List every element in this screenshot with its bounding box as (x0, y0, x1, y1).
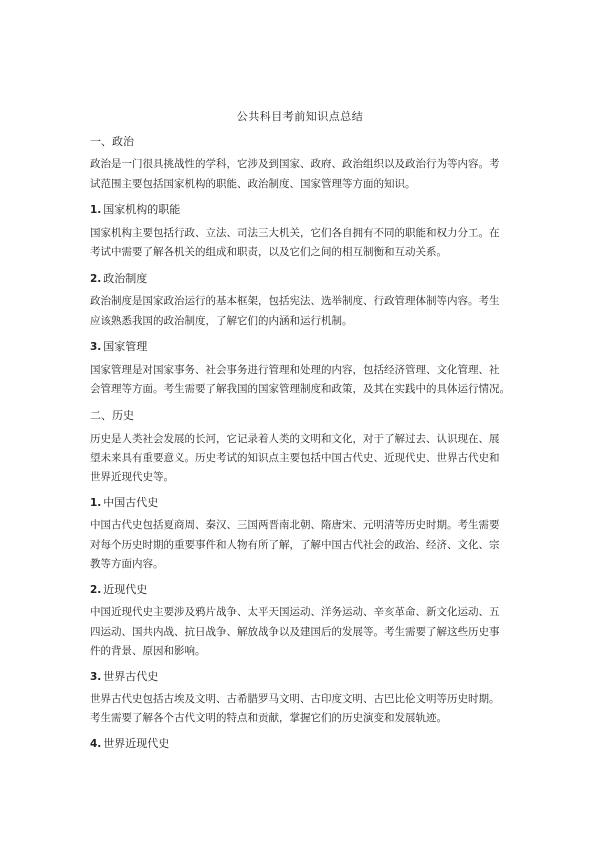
paragraph-line: 历史是人类社会发展的长河，它记录着人类的文明和文化，对于了解过去、认识现在、展 (90, 433, 500, 445)
subsection-title: 国家机构的职能 (103, 203, 181, 216)
subsection-title: 世界古代史 (103, 670, 159, 683)
subsection-number: 3. (90, 341, 102, 353)
paragraph-line: 件的背景、原因和影响。 (90, 645, 206, 657)
paragraph-line: 世界近现代史等。 (90, 471, 174, 483)
subsection-title: 国家管理 (103, 340, 148, 353)
subsection-heading (90, 581, 147, 597)
paragraph-line: 望未来具有重要意义。历史考试的知识点主要包括中国古代史、近现代史、世界古代史和 (90, 452, 500, 464)
paragraph-line: 中国古代史包括夏商周、秦汉、三国两晋南北朝、隋唐宋、元明清等历史时期。考生需要 (90, 519, 500, 531)
paragraph-line: 国家管理是对国家事务、社会事务进行管理和处理的内容，包括经济管理、文化管理、社 (90, 364, 500, 376)
paragraph-line: 考生需要了解各个古代文明的特点和贡献，掌握它们的历史演变和发展轨迹。 (90, 712, 447, 724)
subsection-title: 近现代史 (103, 583, 148, 596)
subsection-heading (90, 270, 147, 286)
paragraph-line: 中国近现代史主要涉及鸦片战争、太平天国运动、洋务运动、辛亥革命、新文化运动、五 (90, 606, 500, 618)
subsection-title: 政治制度 (103, 272, 148, 285)
paragraph-line: 试范围主要包括国家机构的职能、政治制度、国家管理等方面的知识。 (90, 178, 416, 190)
section-heading-politics: 一、政治 (90, 135, 134, 148)
subsection-heading (90, 735, 169, 751)
paragraph-line: 政治制度是国家政治运行的基本框架，包括宪法、选举制度、行政管理体制等内容。考生 (90, 295, 500, 307)
subsection-heading (90, 201, 180, 217)
paragraph-line: 世界古代史包括古埃及文明、古希腊罗马文明、古印度文明、古巴比伦文明等历史时期。 (90, 693, 500, 705)
paragraph-line: 四运动、国共内战、抗日战争、解放战争以及建国后的发展等。考生需要了解这些历史事 (90, 626, 500, 638)
document-title: 公共科目考前知识点总结 (236, 110, 364, 123)
subsection-number: 4. (90, 738, 102, 750)
subsection-heading (90, 338, 147, 354)
paragraph-line: 应该熟悉我国的政治制度，了解它们的内涵和运行机制。 (90, 315, 353, 327)
subsection-title: 中国古代史 (103, 496, 159, 509)
subsection-title: 世界近现代史 (103, 737, 170, 750)
paragraph-line: 国家机构主要包括行政、立法、司法三大机关，它们各自拥有不同的职能和权力分工。在 (90, 227, 500, 239)
subsection-heading (90, 494, 158, 510)
subsection-number: 1. (90, 497, 102, 509)
paragraph-line: 教等方面内容。 (90, 558, 164, 570)
subsection-number: 1. (90, 204, 102, 216)
section-heading-history: 二、历史 (90, 409, 134, 422)
paragraph-line: 政治是一门很具挑战性的学科，它涉及到国家、政府、政治组织以及政治行为等内容。考 (90, 158, 500, 170)
subsection-number: 2. (90, 584, 102, 596)
paragraph-line: 会管理等方面。考生需要了解我国的国家管理制度和政策，及其在实践中的具体运行情况。 (90, 383, 510, 395)
subsection-heading (90, 668, 158, 684)
paragraph-line: 考试中需要了解各机关的组成和职责，以及它们之间的相互制衡和互动关系。 (90, 246, 447, 258)
subsection-number: 2. (90, 273, 102, 285)
paragraph-line: 对每个历史时期的重要事件和人物有所了解，了解中国古代社会的政治、经济、文化、宗 (90, 539, 500, 551)
subsection-number: 3. (90, 671, 102, 683)
